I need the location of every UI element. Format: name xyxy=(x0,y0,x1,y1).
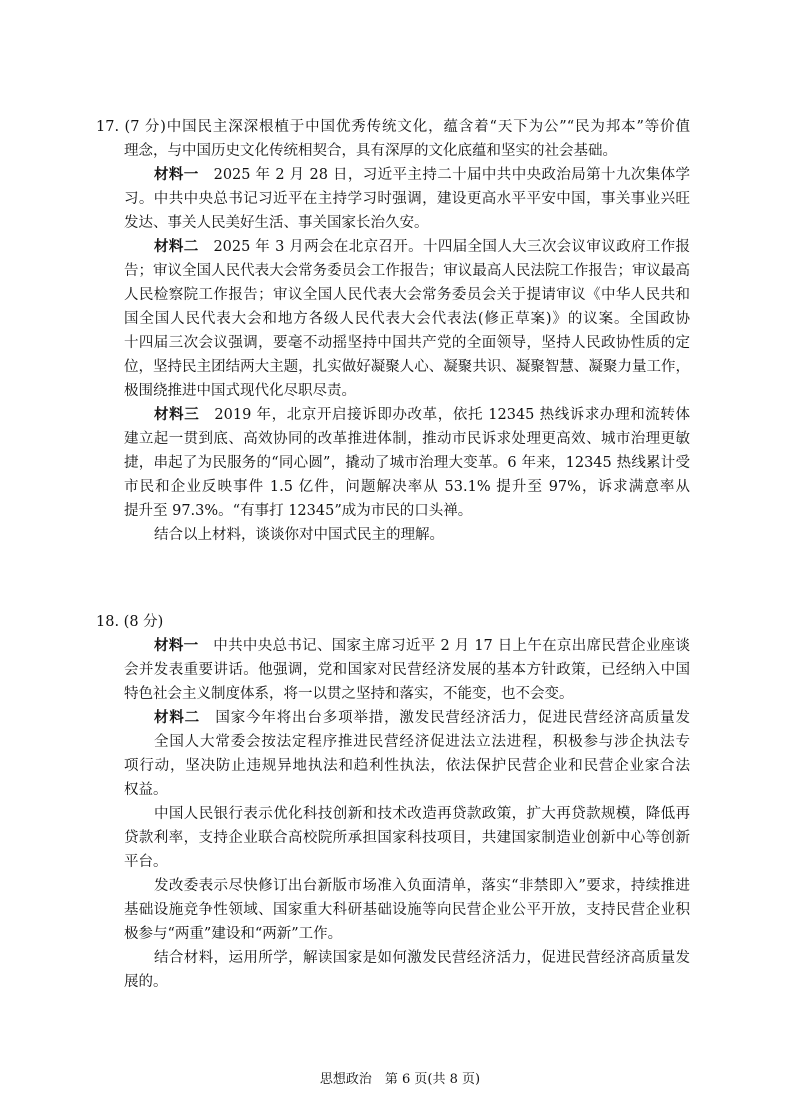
q17-material-2-line-4: 国全国人民代表大会和地方各级人民代表大会代表法(修正草案)》的议案。全国政协 xyxy=(124,311,690,327)
q17-material-1-line-3: 发达、事关人民美好生活、事关国家长治久安。 xyxy=(124,215,429,231)
q18-material-2-line-4: 权益。 xyxy=(124,782,168,798)
q18-paragraph-2-line-3: 平台。 xyxy=(124,854,168,870)
q17-material-1-line-2: 习。中共中央总书记习近平在主持学习时强调，建设更高水平平安中国，事关事业兴旺 xyxy=(124,191,690,207)
q18-paragraph-2-line-2: 贷款利率，支持企业联合高校院所承担国家科技项目，共建国家制造业创新中心等创新 xyxy=(124,830,690,846)
q17-material-3-line-1 xyxy=(154,405,690,425)
q17-material-2-line-7: 极围绕推进中国式现代化尽职尽责。 xyxy=(124,383,356,399)
q17-material-2-line-1 xyxy=(154,237,690,257)
q18-paragraph-2-line-1: 中国人民银行表示优化科技创新和技术改造再贷款政策，扩大再贷款规模，降低再 xyxy=(154,806,690,822)
q18-paragraph-3-line-3: 极参与“两重”建设和“两新”工作。 xyxy=(124,926,343,942)
q18-material-2-text: 国家今年将出台多项举措，激发民营经济活力，促进民营经济高质量发 xyxy=(215,710,690,726)
q17-material-2-label: 材料二 xyxy=(154,238,199,255)
q18-material-1-line-3: 特色社会主义制度体系，将一以贯之坚持和落实，不能变，也不会变。 xyxy=(124,686,574,702)
q18-material-2-line-1 xyxy=(154,708,690,728)
q18-paragraph-3-line-2: 基础设施竞争性领域、国家重大科研基础设施等向民营企业公平开放，支持民营企业积 xyxy=(124,902,690,918)
q17-question: 结合以上材料，谈谈你对中国式民主的理解。 xyxy=(154,527,444,543)
q17-stem-line-1: 17. (7 分)中国民主深深根植于中国优秀传统文化，蕴含着“天下为公”“民为邦本”等价值 xyxy=(96,119,690,135)
q17-material-3-line-5: 提升至 97.3%。“有事打 12345”成为市民的口头禅。 xyxy=(124,503,473,519)
q18-material-2-label: 材料二 xyxy=(154,709,201,726)
q18-material-1-label: 材料一 xyxy=(154,637,199,654)
q17-material-1-line-1 xyxy=(154,165,690,185)
q17-material-2-line-2: 告；审议全国人民代表大会常务委员会工作报告；审议最高人民法院工作报告；审议最高 xyxy=(124,263,690,279)
q18-material-1-line-2: 会并发表重要讲话。他强调，党和国家对民营经济发展的基本方针政策，已经纳入中国 xyxy=(124,662,690,678)
q18-stem: 18. (8 分) xyxy=(96,614,164,630)
q17-material-2-line-3: 人民检察院工作报告；审议全国人民代表大会常务委员会关于提请审议《中华人民共和 xyxy=(124,287,690,303)
q17-material-3-line-3: 捷，串起了为民服务的“同心圆”，撬动了城市治理大变革。6 年来，12345 热线累计受 xyxy=(124,455,690,471)
q18-material-2-line-2: 全国人大常委会按法定程序推进民营经济促进法立法进程，积极参与涉企执法专 xyxy=(154,734,690,750)
q17-material-1-text: 2025 年 2 月 28 日，习近平主持二十届中共中央政治局第十九次集体学 xyxy=(213,167,690,183)
q17-material-2-text: 2025 年 3 月两会在北京召开。十四届全国人大三次会议审议政府工作报 xyxy=(213,239,690,255)
q18-question-line-2: 展的。 xyxy=(124,974,168,990)
q17-material-1-label: 材料一 xyxy=(154,166,199,183)
q17-material-3-text: 2019 年，北京开启接诉即办改革，依托 12345 热线诉求办理和流转体 xyxy=(214,407,690,423)
q18-material-1-line-1 xyxy=(154,636,690,656)
q17-material-2-line-5: 十四届三次会议强调，要毫不动摇坚持中国共产党的全面领导，坚持人民政协性质的定 xyxy=(124,335,690,351)
q17-material-3-label: 材料三 xyxy=(154,406,200,423)
q18-material-2-line-3: 项行动，坚决防止违规异地执法和趋利性执法，依法保护民营企业和民营企业家合法 xyxy=(124,758,690,774)
q17-stem-line-2: 理念，与中国历史文化传统相契合，具有深厚的文化底蕴和坚实的社会基础。 xyxy=(124,143,617,159)
q17-material-3-line-4: 市民和企业反映事件 1.5 亿件，问题解决率从 53.1% 提升至 97%，诉求满意率从 xyxy=(124,479,690,495)
page-footer: 思想政治 第 6 页(共 8 页) xyxy=(319,1072,481,1087)
q18-paragraph-3-line-1: 发改委表示尽快修订出台新版市场准入负面清单，落实“非禁即入”要求，持续推进 xyxy=(154,878,690,894)
q17-material-2-line-6: 位，坚持民主团结两大主题，扎实做好凝聚人心、凝聚共识、凝聚智慧、凝聚力量工作， xyxy=(124,359,690,375)
q17-material-3-line-2: 建立起一贯到底、高效协同的改革推进体制，推动市民诉求处理更高效、城市治理更敏 xyxy=(124,431,690,447)
q18-material-1-text: 中共中央总书记、国家主席习近平 2 月 17 日上午在京出席民营企业座谈 xyxy=(213,638,690,654)
q18-question-line-1: 结合材料，运用所学，解读国家是如何激发民营经济活力，促进民营经济高质量发 xyxy=(154,950,690,966)
